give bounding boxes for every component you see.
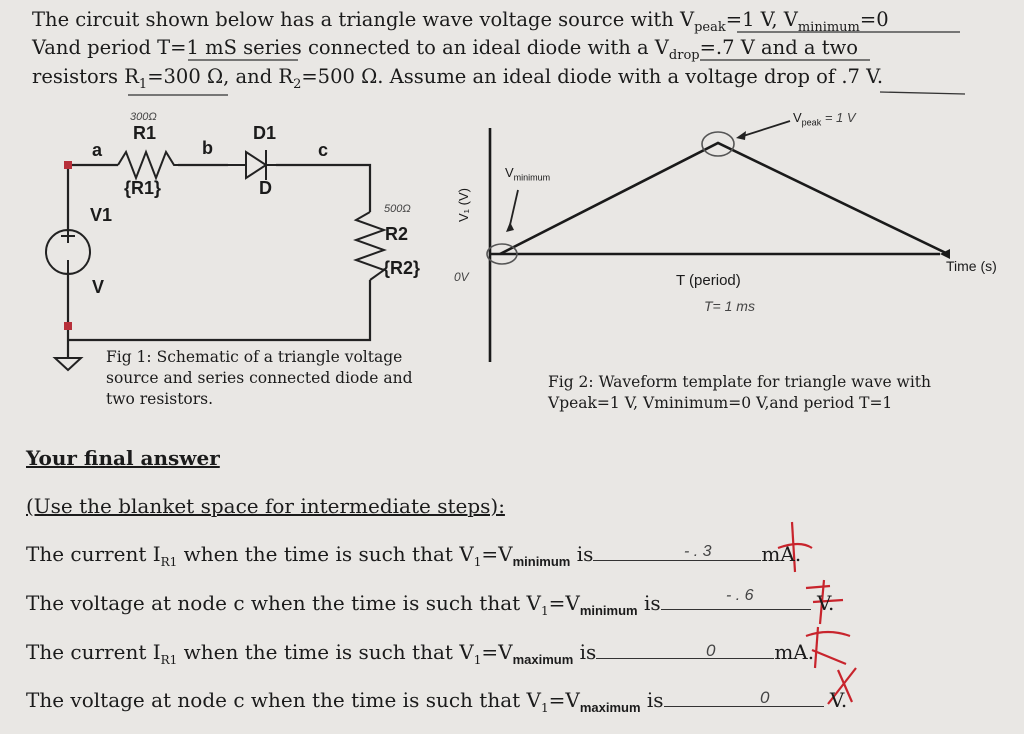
period-label: T (period) xyxy=(676,272,741,289)
vmin-pointer xyxy=(510,190,518,225)
d1-label: D1 xyxy=(253,123,277,143)
r1-handwritten-value: 300Ω xyxy=(130,111,157,123)
question-1: The current $I_{R1}$ when the time is such that $V_1=V_{minimum}$ is mA. xyxy=(26,542,802,569)
r2-value: {R2} xyxy=(383,258,421,278)
answer-2-value: - . 6 xyxy=(726,587,754,604)
answer-heading: Your final answer xyxy=(26,446,220,470)
vpeak-arrow-icon xyxy=(736,131,746,140)
answer-4-blank[interactable] xyxy=(664,706,824,707)
d1-value: D xyxy=(259,178,272,198)
voltage-source-v1-symbol xyxy=(46,229,90,274)
fig2-caption: Fig 2: Waveform template for triangle wave with Vpeak=1 V, Vminimum=0 V,and period T=1 xyxy=(548,373,931,412)
y-axis-label: V₁ (V) xyxy=(456,188,471,222)
node-dot-a xyxy=(64,161,72,169)
answer-1-blank[interactable] xyxy=(593,560,761,561)
r1-label: R1 xyxy=(133,123,157,143)
answer-3-blank[interactable] xyxy=(596,658,774,659)
question-2: The voltage at node c when the time is such that $V_1=V_{minimum}$ is V. xyxy=(26,591,835,618)
vmin-label: $V_{minimum}$ xyxy=(505,165,551,183)
vpeak-pointer xyxy=(740,121,790,137)
v1-value: V xyxy=(92,277,105,297)
resistor-r1-symbol xyxy=(118,152,178,178)
zero-volt-label: 0V xyxy=(454,270,469,284)
v1-label: V1 xyxy=(90,205,113,225)
answer-3-value: 0 xyxy=(706,641,716,660)
answer-2-blank[interactable] xyxy=(661,609,811,610)
answer-1-value: - . 3 xyxy=(684,543,712,560)
question-3: The current $I_{R1}$ when the time is such that $V_1=V_{maximum}$ is mA. xyxy=(26,640,815,667)
time-axis-label: Time (s) xyxy=(946,258,997,274)
problem-line-3: resistors $R_1=300$ Ω, and $R_2=500$ Ω. Assume an ideal diode with a voltage drop of .7 V. xyxy=(32,65,884,92)
vmin-arrow-icon xyxy=(506,222,514,232)
period-handwritten-value: T= 1 ms xyxy=(704,298,755,314)
r2-label: R2 xyxy=(385,224,409,244)
node-a-label: a xyxy=(92,140,103,160)
waveform-axes xyxy=(490,128,940,362)
problem-line-2: Vand period T=1 mS series connected to an ideal diode with a $V_{drop}=.7$ V and a two xyxy=(32,36,858,63)
node-dot-ground xyxy=(64,322,72,330)
node-b-label: b xyxy=(202,138,213,158)
fig1-caption: Fig 1: Schematic of a triangle voltage source and series connected diode and two resistors. xyxy=(106,348,413,408)
resistor-r2-symbol xyxy=(356,212,384,280)
diode-d1-symbol xyxy=(228,150,276,180)
r1-value: {R1} xyxy=(124,178,162,198)
vpeak-label: $V_{peak} = 1$ V xyxy=(793,110,856,128)
r2-handwritten-value: 500Ω xyxy=(384,203,411,215)
handwritten-underlines xyxy=(128,32,965,95)
triangle-waveform xyxy=(500,143,948,254)
answer-instruction: (Use the blanket space for intermediate steps): xyxy=(26,494,505,518)
ground-icon xyxy=(55,358,81,370)
circuit-wires xyxy=(68,165,370,358)
problem-line-1: The circuit shown below has a triangle wave voltage source with $V_{peak}=1$ V, $V_{minimum}=0$ xyxy=(32,8,889,35)
question-4: The voltage at node c when the time is such that $V_1=V_{maximum}$ is V. xyxy=(26,688,848,715)
answer-4-value: 0 xyxy=(760,688,770,707)
node-c-label: c xyxy=(318,140,329,160)
